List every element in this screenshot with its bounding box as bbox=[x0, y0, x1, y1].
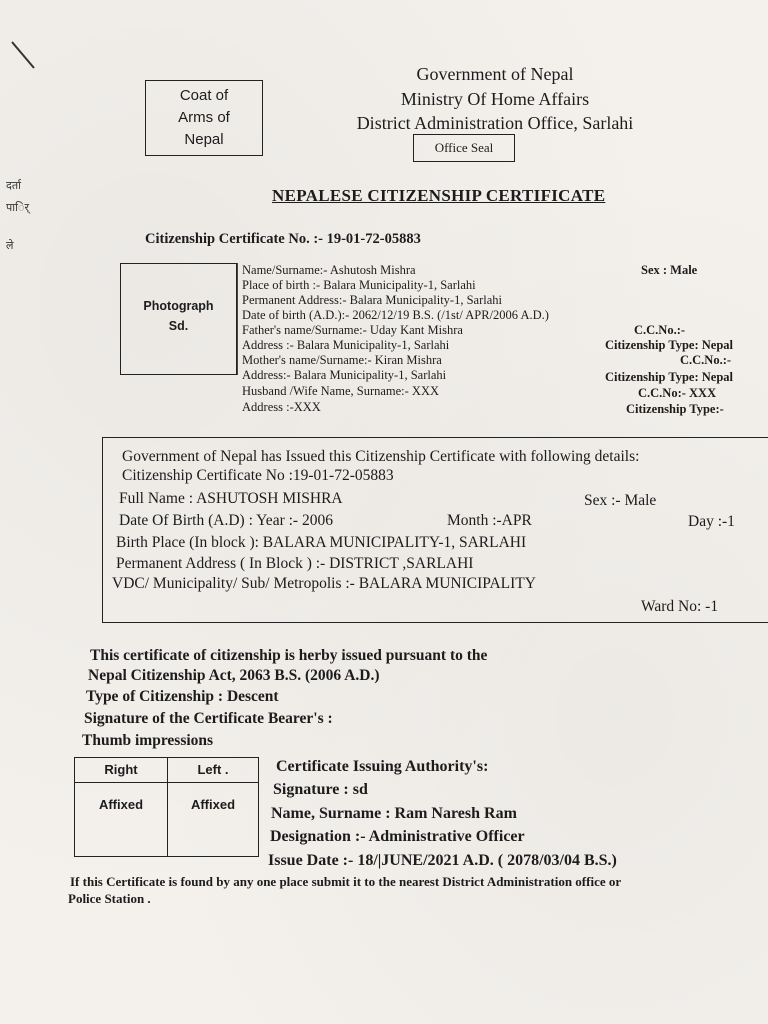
ward-no: Ward No: -1 bbox=[641, 598, 719, 615]
dob-line: Date of birth (A.D.):- 2062/12/19 B.S. (/1st/ APR/2006 A.D.) bbox=[242, 308, 549, 322]
declaration-line-1: This certificate of citizenship is herby issued pursuant to the bbox=[90, 647, 488, 664]
mother-line: Mother's name/Surname:- Kiran Mishra bbox=[242, 353, 442, 367]
details-sex: Sex :- Male bbox=[584, 492, 657, 509]
footer-line-2: Police Station . bbox=[68, 891, 151, 906]
footer-line-1: If this Certificate is found by any one place submit it to the nearest District Administration office or bbox=[70, 874, 622, 889]
photograph-box bbox=[120, 263, 237, 375]
declaration-line-2: Nepal Citizenship Act, 2063 B.S. (2006 A.D.) bbox=[88, 667, 380, 684]
coat-line-1: Coat of bbox=[179, 87, 229, 104]
spouse-address-line: Address :-XXX bbox=[242, 400, 321, 414]
issued-statement: Government of Nepal has Issued this Citizenship Certificate with following details: bbox=[122, 448, 640, 465]
full-name: Full Name : ASHUTOSH MISHRA bbox=[119, 490, 343, 507]
dob-month: Month :-APR bbox=[447, 512, 532, 529]
bearer-signature-label: Signature of the Certificate Bearer's : bbox=[84, 710, 333, 727]
thumb-right-value: Affixed bbox=[75, 783, 168, 857]
certificate-number: Citizenship Certificate No. :- 19-01-72-05883 bbox=[145, 231, 421, 247]
father-citizenship-type: Citizenship Type: Nepal bbox=[605, 338, 734, 352]
scan-mark-icon bbox=[8, 36, 38, 76]
issuing-authority-title: Certificate Issuing Authority's: bbox=[276, 758, 489, 775]
margin-mark-3: ले bbox=[6, 239, 14, 252]
thumb-left-header: Left . bbox=[168, 758, 259, 783]
thumb-left-value: Affixed bbox=[168, 783, 259, 857]
certificate-title: NEPALESE CITIZENSHIP CERTIFICATE bbox=[272, 186, 606, 205]
details-cert-no: Citizenship Certificate No :19-01-72-05883 bbox=[122, 467, 394, 484]
name-line: Name/Surname:- Ashutosh Mishra bbox=[242, 263, 416, 277]
district-office-title: District Administration Office, Sarlahi bbox=[356, 113, 634, 133]
authority-name: Name, Surname : Ram Naresh Ram bbox=[271, 805, 517, 822]
citizenship-type: Type of Citizenship : Descent bbox=[86, 688, 279, 705]
thumb-right-header: Right bbox=[75, 758, 168, 783]
govt-title: Government of Nepal bbox=[416, 64, 574, 84]
issue-date: Issue Date :- 18/|JUNE/2021 A.D. ( 2078/03/04 B.S.) bbox=[268, 852, 617, 869]
birthplace-line: Place of birth :- Balara Municipality-1, Sarlahi bbox=[242, 278, 476, 292]
authority-designation: Designation :- Administrative Officer bbox=[270, 828, 525, 845]
margin-mark-1: दर्ता bbox=[6, 179, 21, 192]
photo-sd: Sd. bbox=[168, 319, 189, 333]
mother-address-line: Address:- Balara Municipality-1, Sarlahi bbox=[242, 368, 447, 382]
spouse-line: Husband /Wife Name, Surname:- XXX bbox=[242, 384, 440, 398]
coat-of-arms-box bbox=[145, 80, 263, 156]
vdc-municipality: VDC/ Municipality/ Sub/ Metropolis :- BALARA MUNICIPALITY bbox=[112, 575, 536, 592]
dob-year: Date Of Birth (A.D) : Year :- 2006 bbox=[119, 512, 333, 529]
permanent-address-block: Permanent Address ( In Block ) :- DISTRICT ,SARLAHI bbox=[116, 555, 474, 572]
coat-line-2: Arms of bbox=[178, 109, 230, 126]
thumb-impression-table bbox=[74, 757, 259, 857]
office-seal: Office Seal bbox=[413, 134, 515, 162]
father-address-line: Address :- Balara Municipality-1, Sarlahi bbox=[242, 338, 450, 352]
sex-label: Sex : Male bbox=[641, 263, 698, 277]
father-cc-no: C.C.No.:- bbox=[634, 323, 686, 337]
father-line: Father's name/Surname:- Uday Kant Mishra bbox=[242, 323, 463, 337]
thumb-impressions-label: Thumb impressions bbox=[82, 732, 214, 749]
mother-cc-no: C.C.No.:- bbox=[680, 353, 732, 367]
ministry-title: Ministry Of Home Affairs bbox=[400, 89, 590, 109]
margin-mark-2: पार्ि bbox=[6, 201, 29, 214]
photo-label: Photograph bbox=[143, 299, 214, 313]
authority-signature: Signature : sd bbox=[273, 781, 368, 798]
dob-day: Day :-1 bbox=[688, 513, 735, 530]
birth-place-block: Birth Place (In block ): BALARA MUNICIPALITY-1, SARLAHI bbox=[116, 534, 527, 551]
permanent-address-line: Permanent Address:- Balara Municipality-1, Sarlahi bbox=[242, 293, 503, 307]
mother-citizenship-type: Citizenship Type: Nepal bbox=[605, 370, 734, 384]
spouse-citizenship-type: Citizenship Type:- bbox=[626, 402, 724, 416]
coat-line-3: Nepal bbox=[184, 131, 224, 148]
spouse-cc-no: C.C.No:- XXX bbox=[638, 386, 717, 400]
